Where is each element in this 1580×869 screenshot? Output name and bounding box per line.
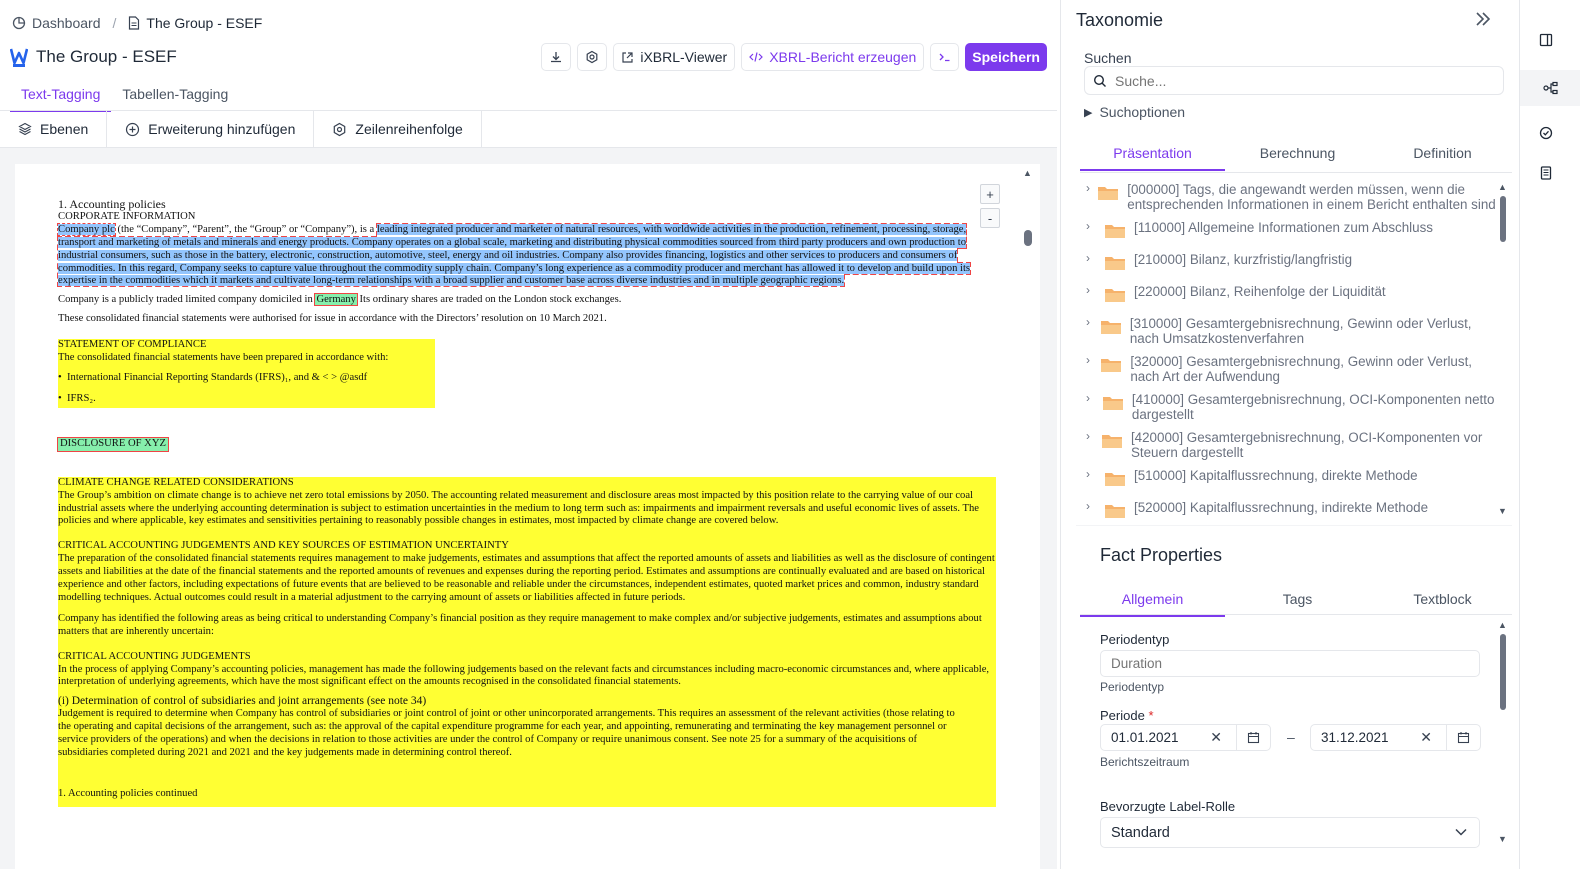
taxonomy-tabs [1080,145,1515,171]
tree-item-label: [520000] Kapitalflussrechnung, indirekte Methode [1134,500,1429,515]
doc-heading: 1. Accounting policies [58,197,166,211]
breadcrumb-current: The Group - ESEF [146,15,263,31]
tree-scroll-up-icon[interactable]: ▲ [1498,182,1507,192]
editor-tabs [10,80,239,112]
fact-properties-title: Fact Properties [1100,545,1223,565]
document-title: The Group - ESEF [36,47,177,66]
determination-text: Judgement is required to determine when Company has control of subsidiaries or joint control of joint or other unincorporated arrangements. This requires an assessment of the relevant activities (those relating to the operating and capital decisions of the arrangement, such as: the approval of the capital expenditure programme for each year, and appointing, remunerating and terminating the key management personnel or service providers of the operations) and when the decisions in relation to those activities are under the control of Company or require unanimous consent. See note 25 for a summary of the acquisitions of subsidiaries completed during 2021 and 2021 and the key judgements made in determining control thereof. [58,708,955,758]
label-role-value: Standard [1111,824,1170,841]
period-type-hint: Periodentyp [1100,680,1165,694]
climate-text: The Group’s ambition on climate change is to achieve net zero total emissions by 2050. The accounting related measurement and disclosure areas most impacted by this position relate to the carrying value of our coal industrial assets where the underlying accounting determination is subject to estimation uncertainties in the medium to long term such as: impairments and impairment reversals and useful economic lives of assets. The policies and where applicable, key estimates and sensitivities pertaining to reasonably possible changes in estimates, most impacted by climate change are covered below. [58,489,979,527]
label-role-select[interactable] [1100,817,1480,848]
chevron-right-icon: › [1086,391,1090,405]
terminal-icon [938,51,951,63]
row-order-button[interactable] [314,111,481,147]
folder-icon [1104,223,1126,239]
chevron-right-icon: › [1086,499,1090,513]
critical-title: CRITICAL ACCOUNTING JUDGEMENTS AND KEY SOURCES OF ESTIMATION UNCERTAINTY [58,540,509,552]
report-rail-button[interactable] [1532,159,1559,186]
label-role-label: Bevorzugte Label-Rolle [1100,799,1236,814]
chevron-right-icon: › [1086,181,1090,195]
identified-text: Company has identified the following areas as being critical to understanding Company’s financial position as they require management to make complex and/or subjective judgements, estimates and assumptions about matters that are inherently uncertain: [58,612,982,637]
chevron-right-icon: › [1086,467,1090,481]
dashboard-icon [12,16,26,30]
side-rail [1519,0,1580,869]
tab-tags[interactable]: Tags [1282,591,1313,607]
hierarchy-icon [1543,81,1559,95]
layers-button[interactable] [0,111,107,147]
chevron-down-icon [1455,828,1467,836]
fact-tabs-divider [1080,614,1512,615]
determination-title: (i) Determination of control of subsidiaries and joint arrangements (see note 34) [58,695,427,708]
tree-item[interactable] [1086,430,1496,460]
save-label: Speichern [972,49,1040,65]
doc-scrollbar-thumb[interactable] [1024,230,1032,246]
chevron-right-icon: › [1086,283,1090,297]
chevron-right-icon: › [1086,219,1090,233]
judgements-title: CRITICAL ACCOUNTING JUDGEMENTS [58,650,251,662]
compliance-bullet-2-text: IFRS₂. [67,392,96,404]
tagged-business-description[interactable]: leading integrated producer and marketer of natural resources, with worldwide activities in the production, refinement, processing, storage, transport and marketing of metals and minerals and energy products. Company operates on a global scale, marketing and distributing physical commodities sourced from third party producers and own production to industrial consumers, such as those in the battery, electronic, construction, automotive, steel, energy and oil industries. Company also provides financing, logistics and other services to producers and consumers of commodities. In this regard, Company seeks to capture value throughout the commodity supply chain. Company’s long experience as a commodity producer and merchant has allowed it to develop and build upon its expertise in the commodities which it markets and cultivate long-term relationships with a broad supplier and customer base across diverse industries and in multiple geographic regions. [58,223,971,287]
editor-subbar [0,111,1057,148]
chevron-right-icon: › [1086,429,1090,443]
settings-icon [585,50,599,64]
calendar-icon [1247,731,1260,744]
compliance-block[interactable] [58,339,435,408]
tree-item[interactable] [1086,468,1496,487]
compliance-text: The consolidated financial statements have been prepared in accordance with: [58,352,389,364]
disclosure-block [58,438,998,451]
taxonomy-panel [1060,0,1518,869]
document-title-row [10,46,177,68]
tree-item[interactable] [1086,252,1496,271]
layers-label: Ebenen [40,121,89,137]
taxonomy-rail-button[interactable] [1520,70,1580,106]
props-scroll-down-icon[interactable]: ▼ [1498,834,1507,844]
collapse-panel-button[interactable] [1474,11,1492,32]
tab-definition[interactable]: Definition [1413,145,1472,161]
period-type-input[interactable] [1100,650,1480,677]
period-start-input[interactable] [1100,724,1271,751]
search-options-label: Suchoptionen [1099,104,1186,120]
xbrl-report-label: XBRL-Bericht erzeugen [769,49,917,65]
tree-item[interactable] [1086,500,1496,519]
document-viewport[interactable] [0,148,1057,869]
section-divider [1076,525,1512,526]
breadcrumb-dashboard-link[interactable]: Dashboard [32,15,101,31]
code-icon [749,51,763,63]
corp-info-paragraph [58,224,998,289]
folder-icon [1100,319,1122,335]
period-label-text: Periode [1100,708,1145,723]
props-scrollbar-thumb[interactable] [1500,634,1506,710]
climate-critical-block[interactable] [58,477,996,807]
domicile-after: Its ordinary shares are traded on the London stock exchanges. [359,294,622,306]
tree-item[interactable] [1086,220,1496,239]
xbrl-report-button[interactable] [741,43,924,71]
folder-icon [1104,255,1126,271]
folder-icon [1100,357,1122,373]
tree-item[interactable] [1086,354,1496,384]
required-mark: * [1148,708,1154,723]
continued-heading: 1. Accounting policies continued [58,787,198,799]
tree-item[interactable] [1086,316,1496,346]
settings-button[interactable] [577,43,607,71]
ixbrl-viewer-label: iXBRL-Viewer [640,49,728,65]
breadcrumb [12,15,262,31]
tagged-entity-name[interactable]: Company plc [58,223,115,235]
doc-scroll-up-icon[interactable]: ▲ [1023,168,1032,178]
taxonomy-search[interactable] [1084,66,1504,95]
row-order-label: Zeilenreihenfolge [355,121,463,137]
period-dash: – [1287,729,1295,745]
clear-start-icon[interactable]: ✕ [1210,729,1222,745]
compliance-title: STATEMENT OF COMPLIANCE [58,339,207,351]
props-scroll-up-icon[interactable]: ▲ [1498,620,1507,630]
chevron-right-icon: › [1086,251,1090,265]
period-end-value: 31.12.2021 [1321,730,1389,745]
tree-item-label: [420000] Gesamtergebnisrechnung, OCI-Komponenten vor Steuern dargestellt [1130,430,1483,460]
period-end-input[interactable] [1310,724,1481,751]
double-chevron-right-icon [1474,11,1492,27]
tab-text-tagging[interactable]: Text-Tagging [10,80,111,112]
climate-title: CLIMATE CHANGE RELATED CONSIDERATIONS [58,476,294,488]
compliance-bullet-1: • International Financial Reporting Standards (IFRS)₁, and & < > @asdf [58,371,368,383]
tree-item[interactable] [1086,392,1496,422]
folder-icon [1104,287,1126,303]
tagged-country[interactable]: Germany [316,294,356,306]
check-circle-icon [1539,126,1553,140]
search-options-toggle[interactable] [1084,104,1185,120]
period-start-value: 01.01.2021 [1111,730,1179,745]
download-icon [549,50,563,64]
domicile-before: Company is a publicly traded limited company domiciled in [58,294,313,306]
tab-table-tagging[interactable]: Tabellen-Tagging [122,86,229,102]
tree-item-label: [110000] Allgemeine Informationen zum Abschluss [1134,220,1433,235]
document-list-icon [1540,166,1552,180]
tree-item-label: [320000] Gesamtergebnisrechnung, Gewinn oder Verlust, nach Art der Aufwendung [1130,354,1473,384]
plus-circle-icon [125,122,140,137]
chevron-right-icon: › [1086,315,1090,329]
external-link-icon [621,51,634,64]
ixbrl-viewer-button[interactable] [613,43,735,71]
folder-icon [1104,503,1126,519]
add-extension-button[interactable] [107,111,314,147]
chevron-right-icon: › [1086,353,1090,367]
corp-info-title: CORPORATE INFORMATION [58,210,196,222]
start-calendar-button[interactable] [1236,725,1270,750]
search-icon [1093,74,1107,88]
calendar-icon [1457,731,1470,744]
gear-icon [332,122,347,137]
period-label [1100,708,1154,723]
tab-textblock[interactable]: Textblock [1413,591,1472,607]
period-type-label: Periodentyp [1100,632,1170,647]
tree-item-label: [210000] Bilanz, kurzfristig/langfristig [1134,252,1353,267]
critical-text: The preparation of the consolidated financial statements requires management to make judgements, estimates and assumptions that affect the reported amounts of assets and liabilities as well as the disclosure of contingent assets and liabilities at the date of the financial statements and the reported amounts of revenues and expenses during the reporting period. Estimates and assumptions are continually evaluated and are based on historical experience and other factors, including expectations of future events that are believed to be reasonable and reliable under the circumstances, independent estimates, quoted market prices and common, industry standard modelling techniques. Actual outcomes could result in a material adjustment to the carrying amount of assets or liabilities affected in future periods. [58,553,995,603]
disclosure-title[interactable]: DISCLOSURE OF XYZ [60,437,166,449]
taxonomy-title: Taxonomie [1076,10,1164,30]
add-extension-label: Erweiterung hinzufügen [148,121,296,137]
document-icon [128,16,140,30]
search-label: Suchen [1084,50,1132,66]
document-content [58,198,998,807]
tree-item-label: [000000] Tags, die angewandt werden müssen, wenn die entsprechenden Informationen in einem Bericht enthalten sind [1127,182,1496,212]
validation-rail-button[interactable] [1532,119,1559,146]
tree-item-label: [510000] Kapitalflussrechnung, direkte Methode [1134,468,1418,483]
panel-icon [1539,33,1553,47]
tab-general[interactable]: Allgemein [1080,591,1225,617]
tree-item[interactable] [1086,182,1496,212]
tab-calculation[interactable]: Berechnung [1259,145,1336,161]
folder-icon [1104,471,1126,487]
taxonomy-tree [1086,182,1496,532]
clear-end-icon[interactable]: ✕ [1420,729,1432,745]
tree-item-label: [410000] Gesamtergebnisrechnung, OCI-Komponenten netto dargestellt [1131,392,1495,422]
toggle-panel-button[interactable] [1532,26,1559,53]
breadcrumb-separator: / [112,15,117,31]
end-calendar-button[interactable] [1446,725,1480,750]
tree-item[interactable] [1086,284,1496,303]
folder-icon [1101,433,1123,449]
judgements-text: In the process of applying Company’s accounting policies, management has made the following judgements based on the relevant facts and circumstances including macro-economic circumstances and, where applicable, interpretation of underlying agreements, which have the most significant effect on the amounts recognised in the consolidated financial statements. [58,663,990,688]
save-button[interactable] [965,43,1047,71]
tree-item-label: [220000] Bilanz, Reihenfolge der Liquidität [1134,284,1386,299]
zoom-out-button[interactable]: - [980,208,1000,228]
document-page [15,164,1040,869]
taxonomy-tabs-divider [1080,172,1512,173]
download-button[interactable] [541,43,571,71]
terminal-button[interactable] [930,43,959,71]
compliance-bullet-2: • IFRS₂. [58,392,96,404]
tab-presentation[interactable]: Präsentation [1080,145,1225,171]
folder-icon [1102,395,1124,411]
compliance-bullet-1-text: International Financial Reporting Standards (IFRS)₁, and & < > @asdf [67,371,368,383]
document-toolbar [541,43,1047,71]
layers-icon [18,122,32,136]
folder-icon [1097,185,1119,201]
search-input[interactable] [1115,73,1475,89]
app-logo-icon [10,46,28,68]
corp-info-mid: (the “Company”, “Parent”, the “Group” or “Company”), is a [117,223,375,235]
tree-item-label: [310000] Gesamtergebnisrechnung, Gewinn oder Verlust, nach Umsatzkostenverfahren [1129,316,1472,346]
tree-scroll-down-icon[interactable]: ▼ [1498,506,1507,516]
zoom-in-button[interactable]: + [980,184,1000,204]
domicile-paragraph [58,294,998,307]
caret-right-icon: ▶ [1084,106,1093,119]
authorised-paragraph: These consolidated financial statements were authorised for issue in accordance with the Directors’ resolution on 10 March 2021. [58,313,607,325]
tree-scrollbar-thumb[interactable] [1500,196,1506,242]
period-hint: Berichtszeitraum [1100,755,1190,769]
